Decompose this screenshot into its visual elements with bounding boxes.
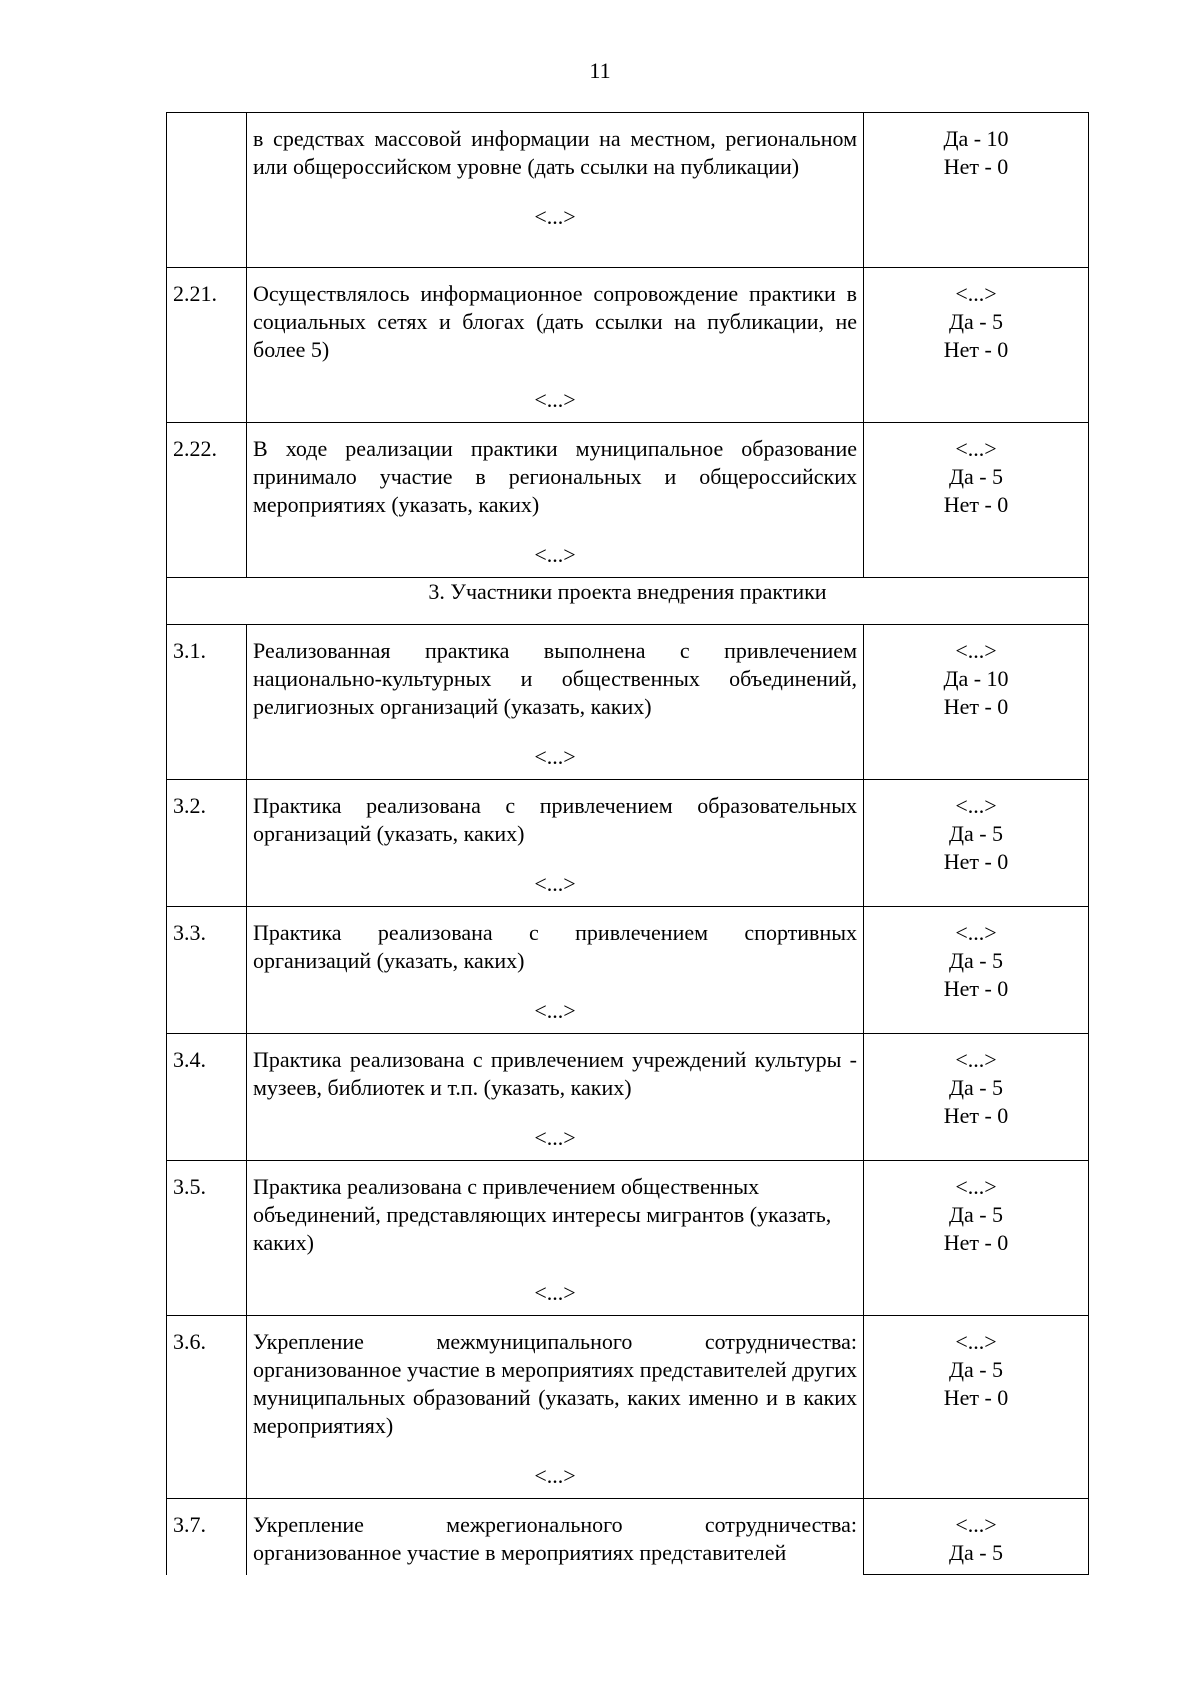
score-line: Нет - 0 bbox=[943, 154, 1009, 179]
score-line: <...> bbox=[955, 1329, 997, 1354]
score-line: Нет - 0 bbox=[943, 1103, 1009, 1128]
row-score bbox=[864, 780, 1089, 907]
score-line: Да - 5 bbox=[948, 948, 1004, 973]
table-row bbox=[167, 625, 1089, 780]
row-text: Укрепление межрегионального сотрудничества: организованное участие в мероприятиях представителей bbox=[253, 1512, 857, 1565]
row-description bbox=[247, 625, 864, 780]
score-line: Да - 5 bbox=[948, 1540, 1004, 1565]
section-header-row bbox=[167, 578, 1089, 625]
row-score bbox=[864, 1034, 1089, 1161]
table-row bbox=[167, 268, 1089, 423]
row-number: 2.22. bbox=[167, 423, 247, 578]
section-title: 3. Участники проекта внедрения практики bbox=[167, 578, 1089, 625]
table-row bbox=[167, 1161, 1089, 1316]
row-text: В ходе реализации практики муниципальное образование принимало участие в региональных и общероссийских мероприятиях (указать, каких) bbox=[253, 436, 857, 517]
table-row bbox=[167, 780, 1089, 907]
row-description bbox=[247, 1034, 864, 1161]
row-ellipsis: <...> bbox=[534, 998, 576, 1023]
row-score bbox=[864, 423, 1089, 578]
score-line: Да - 5 bbox=[948, 464, 1004, 489]
score-line: Нет - 0 bbox=[943, 976, 1009, 1001]
page-number: 11 bbox=[589, 58, 611, 83]
table-row bbox=[167, 1034, 1089, 1161]
criteria-table bbox=[166, 112, 1089, 1575]
row-ellipsis: <...> bbox=[534, 871, 576, 896]
score-line: <...> bbox=[955, 436, 997, 461]
score-line: <...> bbox=[955, 1047, 997, 1072]
score-line: <...> bbox=[955, 920, 997, 945]
table-row bbox=[167, 907, 1089, 1034]
table-row bbox=[167, 423, 1089, 578]
row-text: Реализованная практика выполнена с привлечением национально-культурных и общественных объединений, религиозных организаций (указать, каких) bbox=[253, 638, 857, 719]
score-line: <...> bbox=[955, 638, 997, 663]
score-line: Нет - 0 bbox=[943, 1385, 1009, 1410]
row-ellipsis: <...> bbox=[534, 204, 576, 229]
row-number bbox=[167, 113, 247, 268]
row-ellipsis: <...> bbox=[534, 1463, 576, 1488]
row-number: 3.4. bbox=[167, 1034, 247, 1161]
row-score bbox=[864, 625, 1089, 780]
score-line: Нет - 0 bbox=[943, 1230, 1009, 1255]
row-text: Практика реализована с привлечением спортивных организаций (указать, каких) bbox=[253, 920, 857, 973]
score-line: Нет - 0 bbox=[943, 492, 1009, 517]
row-score bbox=[864, 268, 1089, 423]
score-line: <...> bbox=[955, 1512, 997, 1537]
row-number: 3.3. bbox=[167, 907, 247, 1034]
row-ellipsis: <...> bbox=[534, 387, 576, 412]
row-ellipsis: <...> bbox=[534, 1125, 576, 1150]
row-description bbox=[247, 907, 864, 1034]
row-number: 3.6. bbox=[167, 1316, 247, 1499]
row-score bbox=[864, 907, 1089, 1034]
row-description bbox=[247, 1161, 864, 1316]
score-line: Да - 5 bbox=[948, 1357, 1004, 1382]
score-line: Да - 5 bbox=[948, 1075, 1004, 1100]
score-line: Да - 10 bbox=[943, 666, 1009, 691]
row-ellipsis: <...> bbox=[534, 1280, 576, 1305]
score-line: Нет - 0 bbox=[943, 337, 1009, 362]
row-text: Укрепление межмуниципального сотрудничества: организованное участие в мероприятиях представителей других муниципальных образований (указать, каких именно и в каких мероприятиях) bbox=[253, 1329, 857, 1438]
table-row bbox=[167, 113, 1089, 268]
row-text: в средствах массовой информации на местном, региональном или общероссийском уровне (дать ссылки на публикации) bbox=[253, 126, 857, 179]
row-ellipsis: <...> bbox=[534, 744, 576, 769]
table-row bbox=[167, 1316, 1089, 1499]
row-number: 3.1. bbox=[167, 625, 247, 780]
row-text: Осуществлялось информационное сопровождение практики в социальных сетях и блогах (дать ссылки на публикации, не более 5) bbox=[253, 281, 857, 362]
row-description bbox=[247, 1316, 864, 1499]
score-line: Нет - 0 bbox=[943, 694, 1009, 719]
row-number: 3.7. bbox=[167, 1499, 247, 1575]
row-score bbox=[864, 1161, 1089, 1316]
row-score bbox=[864, 1316, 1089, 1499]
row-description bbox=[247, 780, 864, 907]
row-score bbox=[864, 113, 1089, 268]
score-line: <...> bbox=[955, 1174, 997, 1199]
score-line: Нет - 0 bbox=[943, 849, 1009, 874]
row-ellipsis: <...> bbox=[534, 542, 576, 567]
row-number: 3.2. bbox=[167, 780, 247, 907]
row-number: 3.5. bbox=[167, 1161, 247, 1316]
row-text: Практика реализована с привлечением общественных объединений, представляющих интересы мигрантов (указать, каких) bbox=[253, 1174, 832, 1255]
row-text: Практика реализована с привлечением образовательных организаций (указать, каких) bbox=[253, 793, 857, 846]
row-number: 2.21. bbox=[167, 268, 247, 423]
score-line: <...> bbox=[955, 793, 997, 818]
score-line: Да - 5 bbox=[948, 821, 1004, 846]
row-description bbox=[247, 1499, 864, 1575]
row-text: Практика реализована с привлечением учреждений культуры - музеев, библиотек и т.п. (указать, каких) bbox=[253, 1047, 857, 1100]
table-row bbox=[167, 1499, 1089, 1575]
row-description bbox=[247, 268, 864, 423]
row-description bbox=[247, 113, 864, 268]
score-line: Да - 10 bbox=[943, 126, 1009, 151]
score-line: <...> bbox=[955, 281, 997, 306]
row-description bbox=[247, 423, 864, 578]
score-line: Да - 5 bbox=[948, 309, 1004, 334]
score-line: Да - 5 bbox=[948, 1202, 1004, 1227]
row-score bbox=[864, 1499, 1089, 1575]
